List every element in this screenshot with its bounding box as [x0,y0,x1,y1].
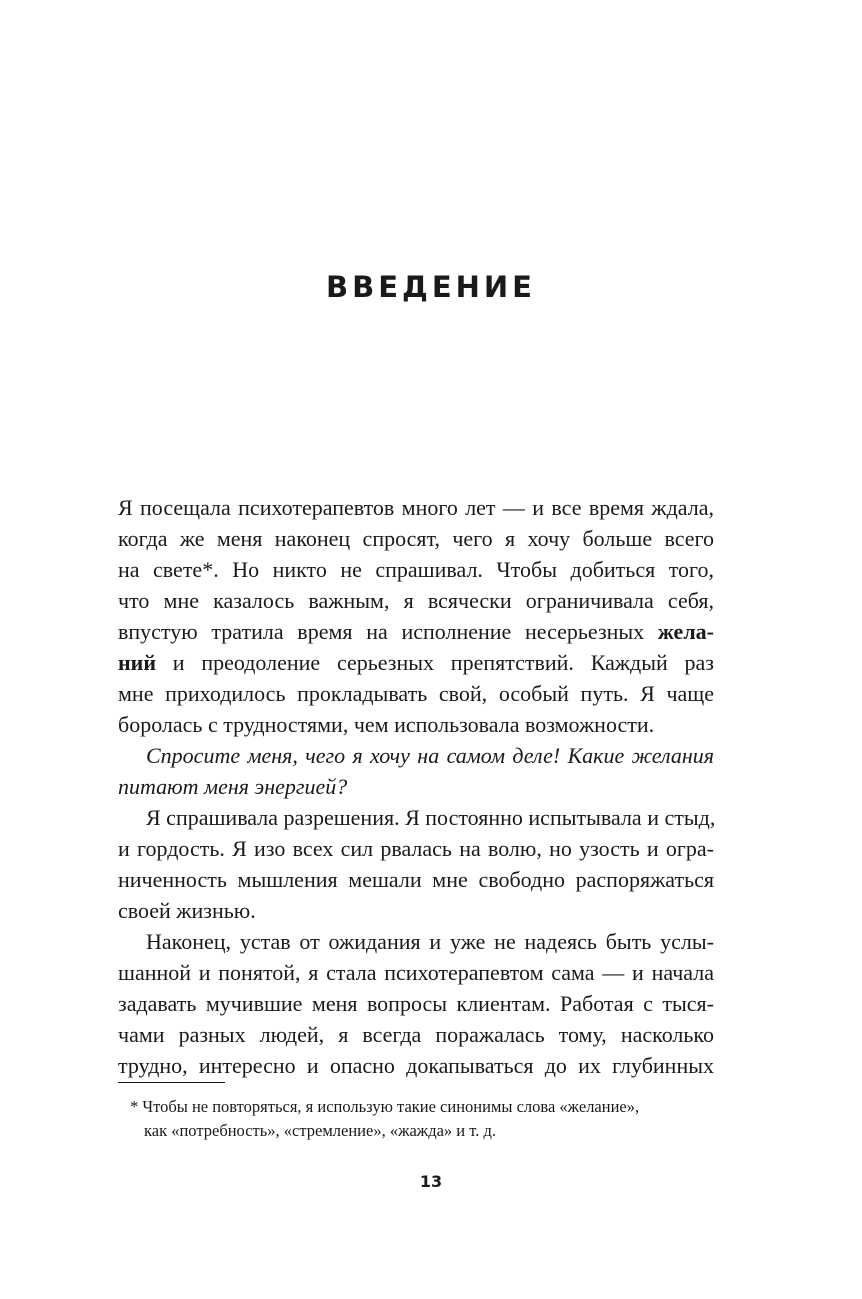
text-line: питают меня энергией? [118,774,348,799]
text-line: когда же меня наконец спросят, чего я хочу больше всего [118,526,714,551]
footnote-line: как «потребность», «стремление», «жажда» и т. д. [144,1121,496,1140]
text-line: ниченность мышления мешали мне свободно распоряжаться [118,867,714,892]
text-line: Я спрашивала разрешения. Я постоянно испытывала и стыд, [146,805,716,830]
text-line: задавать мучившие меня вопросы клиентам. Работая с тыся- [118,991,714,1016]
text-line: трудно, интересно и опасно докапываться до их глубинных [118,1053,714,1078]
text-line [118,616,714,647]
text-line: своей жизнью. [118,898,256,923]
footnote-divider [118,1082,225,1083]
emphasized-word: жела- [657,619,714,644]
emphasized-word: ний [118,650,157,675]
text-line: и гордость. Я изо всех сил рвалась на волю, но узость и огра- [118,836,714,861]
text-line: Спросите меня, чего я хочу на самом деле! Какие желания [146,743,714,768]
text-line: Я посещала психотерапевтов много лет — и все время ждала, [118,495,714,520]
text-line: чами разных людей, я всегда поражалась тому, насколько [118,1022,714,1047]
text-line: Наконец, устав от ожидания и уже не надеясь быть услы- [146,929,714,954]
text-line [118,647,714,678]
body-text [118,492,714,1081]
chapter-title: ВВЕДЕНИЕ [325,270,536,304]
footnote [130,1095,720,1143]
text-line: что мне казалось важным, я всячески ограничивала себя, [118,588,714,613]
text-line: боролась с трудностями, чем использовала возможности. [118,712,655,737]
text-line: шанной и понятой, я стала психотерапевтом сама — и начала [118,960,714,985]
text-segment: и преодоление серьезных препятствий. Каждый раз [172,650,714,675]
text-line: на свете*. Но никто не спрашивал. Чтобы добиться того, [118,557,714,582]
text-line: мне приходилось прокладывать свой, особый путь. Я чаще [118,681,714,706]
text-segment: впустую тратила время на исполнение несерьезных [118,619,645,644]
page-number: 13 [419,1172,443,1191]
footnote-line: * Чтобы не повторяться, я использую такие синонимы слова «желание», [130,1097,640,1116]
